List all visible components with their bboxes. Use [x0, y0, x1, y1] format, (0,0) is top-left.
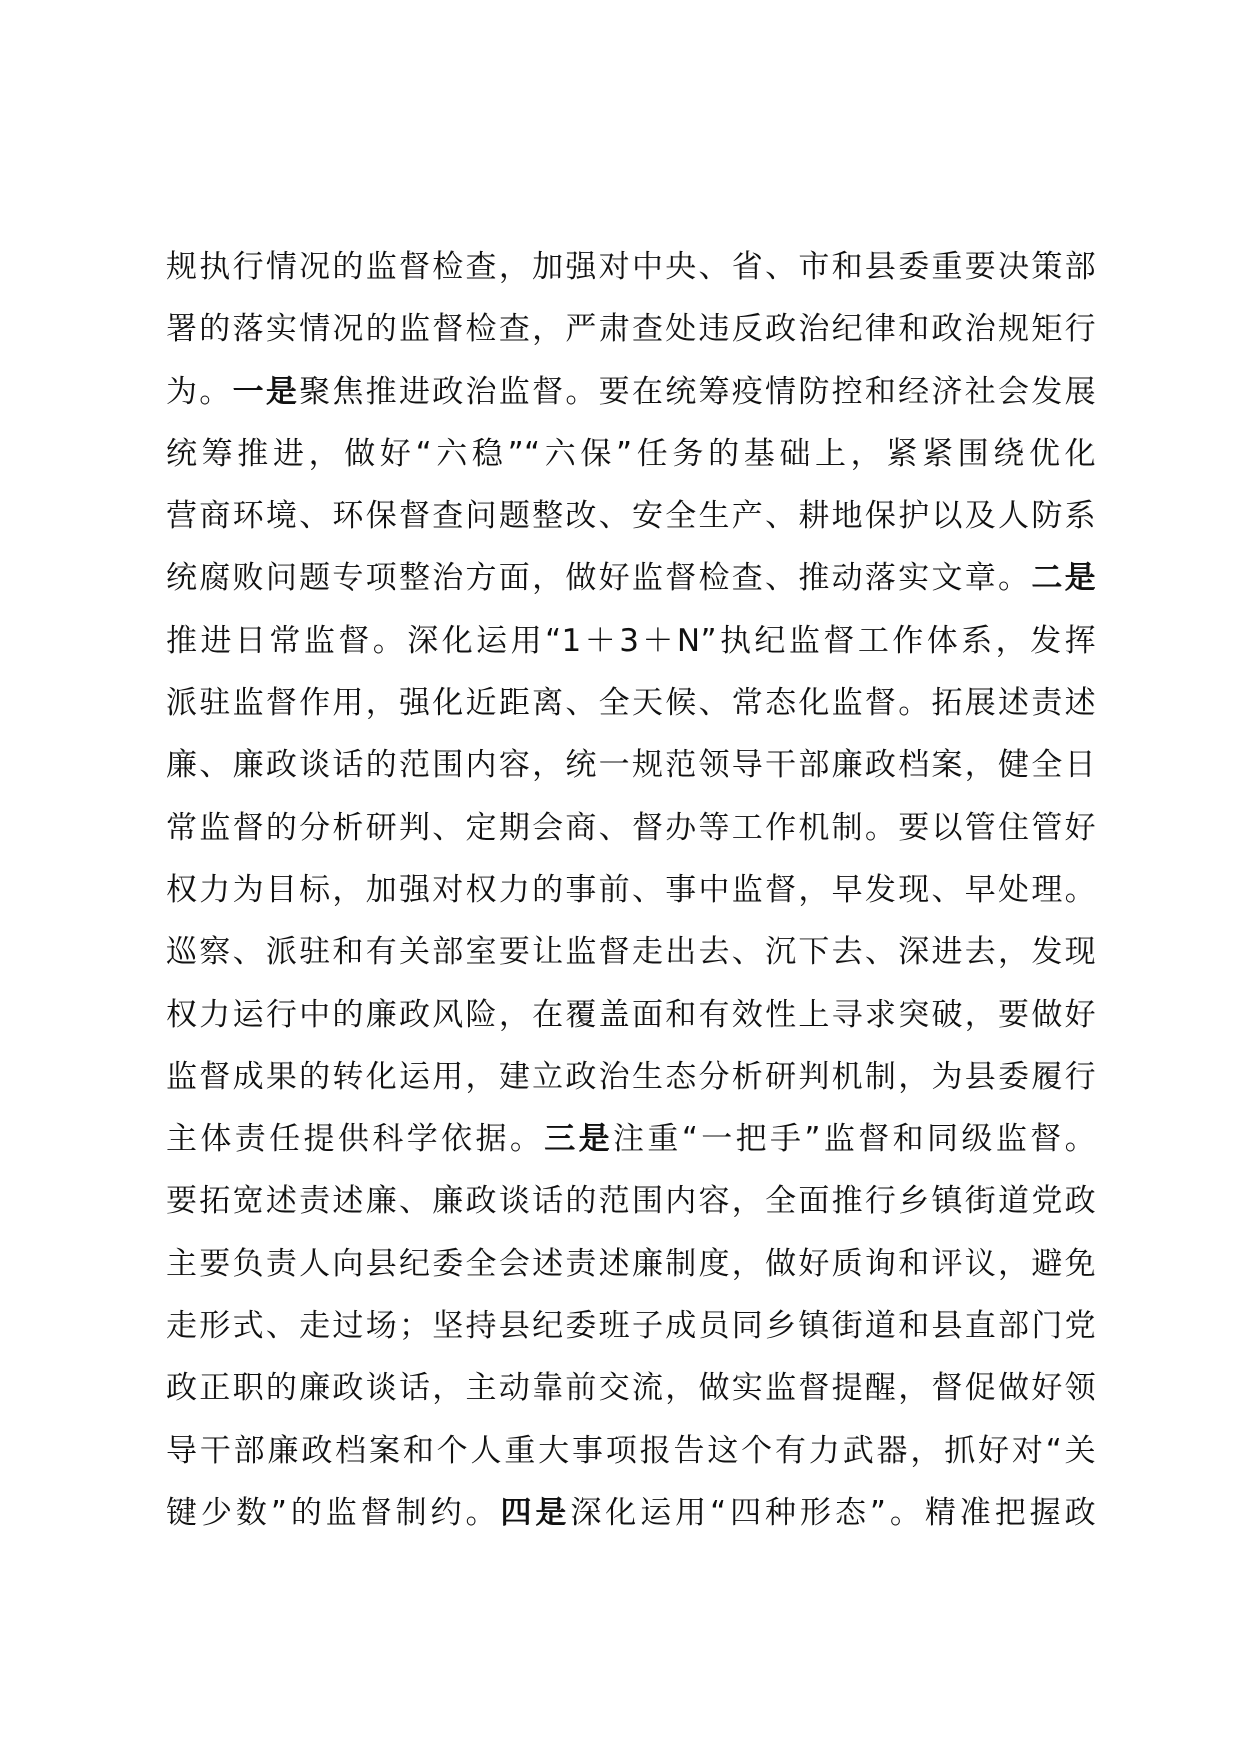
- text-segment: 监督成果的转化运用，建立政治生态分析研判机制，为县委履行: [166, 1058, 1096, 1095]
- text-line: [166, 1295, 1096, 1357]
- text-segment: 为。: [166, 373, 233, 410]
- text-line: [166, 361, 1096, 423]
- text-line: [166, 1108, 1096, 1170]
- text-segment: 深化运用“四种形态”。精准把握政: [570, 1494, 1096, 1531]
- text-segment: 主要负责人向县纪委全会述责述廉制度，做好质询和评议，避免: [166, 1245, 1096, 1282]
- text-line: [166, 984, 1096, 1046]
- text-segment: 注重“一把手”监督和同级监督。: [613, 1121, 1096, 1158]
- text-segment: 派驻监督作用，强化近距离、全天候、常态化监督。拓展述责述: [166, 685, 1096, 722]
- text-segment: 巡察、派驻和有关部室要让监督走出去、沉下去、深进去，发现: [166, 934, 1096, 971]
- text-segment: 键少数”的监督制约。: [166, 1494, 501, 1531]
- text-segment: 权力运行中的廉政风险，在覆盖面和有效性上寻求突破，要做好: [166, 996, 1096, 1033]
- text-line: [166, 1233, 1096, 1295]
- text-line: [166, 734, 1096, 796]
- text-segment: 要拓宽述责述廉、廉政谈话的范围内容，全面推行乡镇街道党政: [166, 1183, 1096, 1220]
- text-segment: 导干部廉政档案和个人重大事项报告这个有力武器，抓好对“关: [166, 1432, 1096, 1469]
- text-segment: 推进日常监督。深化运用“1＋3＋N”执纪监督工作体系，发挥: [166, 622, 1096, 659]
- text-segment: 常监督的分析研判、定期会商、督办等工作机制。要以管住管好: [166, 809, 1096, 846]
- text-line: [166, 298, 1096, 360]
- text-segment: 营商环境、环保督查问题整改、安全生产、耕地保护以及人防系: [166, 498, 1096, 535]
- text-segment: 聚焦推进政治监督。要在统筹疫情防控和经济社会发展: [299, 373, 1096, 410]
- text-line: [166, 423, 1096, 485]
- text-line: [166, 1420, 1096, 1482]
- text-segment: 走形式、走过场；坚持县纪委班子成员同乡镇街道和县直部门党: [166, 1308, 1096, 1345]
- text-segment: 主体责任提供科学依据。: [166, 1121, 545, 1158]
- text-line: [166, 485, 1096, 547]
- text-segment: 署的落实情况的监督检查，严肃查处违反政治纪律和政治规矩行: [166, 311, 1096, 348]
- text-segment: 廉、廉政谈话的范围内容，统一规范领导干部廉政档案，健全日: [166, 747, 1096, 784]
- text-line: [166, 921, 1096, 983]
- text-line: [166, 547, 1096, 609]
- text-segment: 政正职的廉政谈话，主动靠前交流，做实监督提醒，督促做好领: [166, 1370, 1096, 1407]
- text-segment: 规执行情况的监督检查，加强对中央、省、市和县委重要决策部: [166, 249, 1096, 285]
- section-lead: 四是: [500, 1494, 571, 1531]
- section-lead: 一是: [232, 373, 300, 410]
- text-line: [166, 1046, 1096, 1108]
- section-lead: 二是: [1031, 560, 1096, 597]
- text-line: [166, 1170, 1096, 1232]
- text-segment: 权力为目标，加强对权力的事前、事中监督，早发现、早处理。: [166, 871, 1096, 908]
- text-segment: 统筹推进，做好“六稳”“六保”任务的基础上，紧紧围绕优化: [166, 435, 1096, 472]
- body-paragraph: [166, 236, 1096, 1544]
- text-line: [166, 236, 1096, 298]
- text-line: [166, 797, 1096, 859]
- text-segment: 统腐败问题专项整治方面，做好监督检查、推动落实文章。: [166, 560, 1032, 597]
- text-line: [166, 1482, 1096, 1544]
- section-lead: 三是: [544, 1121, 614, 1158]
- text-line: [166, 1357, 1096, 1419]
- text-line: [166, 672, 1096, 734]
- text-line: [166, 610, 1096, 672]
- text-line: [166, 859, 1096, 921]
